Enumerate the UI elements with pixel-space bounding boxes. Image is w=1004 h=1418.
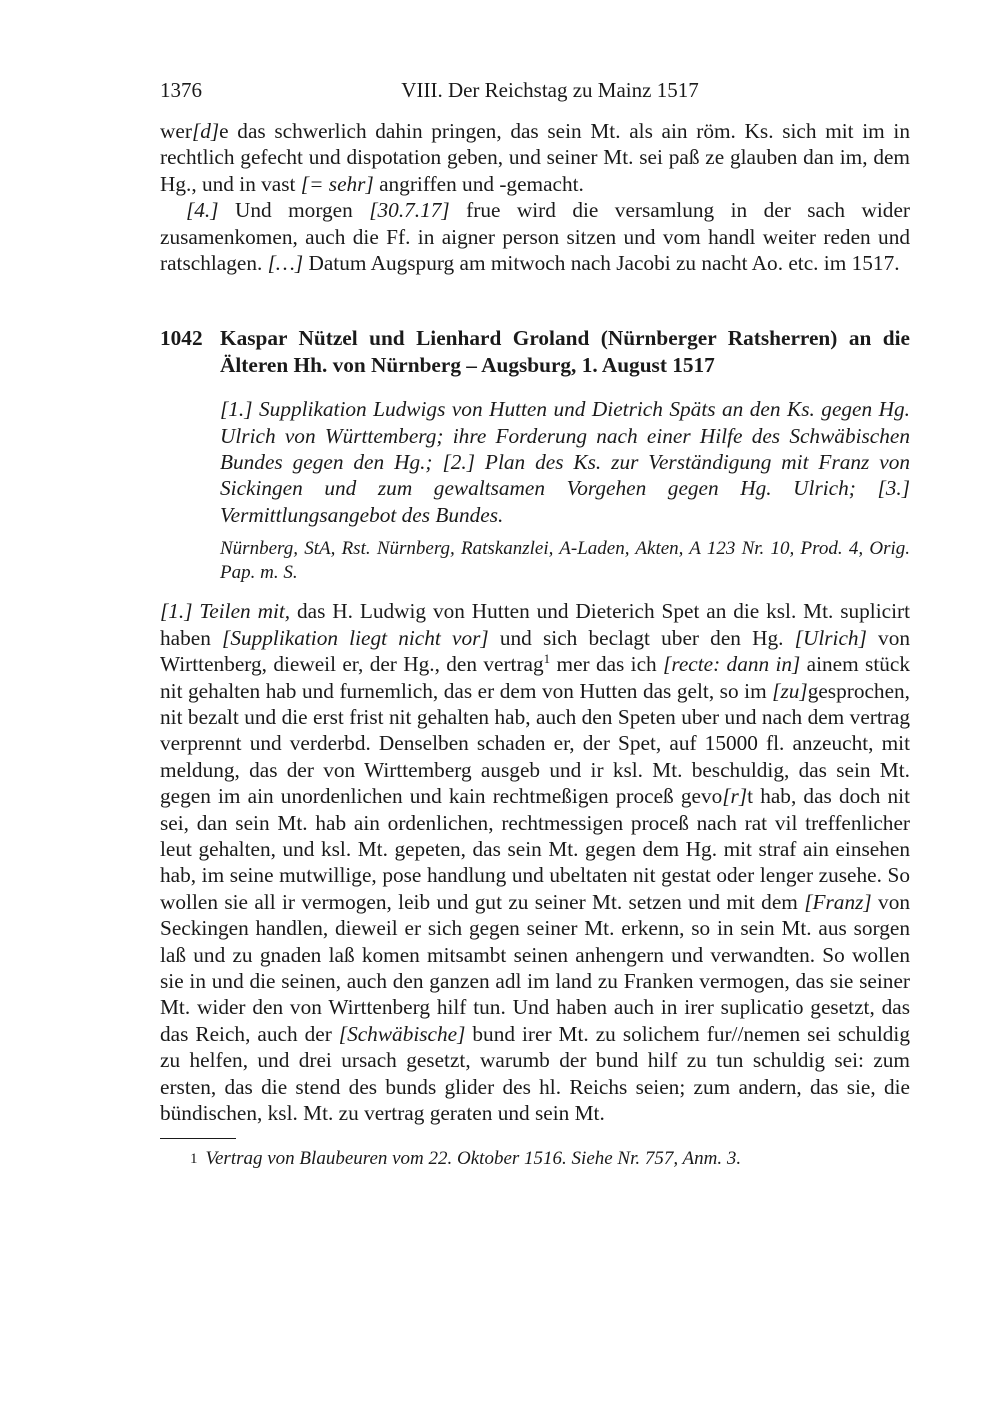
text-span: t hab, das doch nit sei, dan sein Mt. hab ain ordenlichen, rechtmessigen proceß nach rat vil treffenlicher leut gehalten, und ksl. Mt. gepeten, das sein Mt. gegen dem Hg. mit straf ain einsehen hab, im seine mutwillige, pose handlung und ubeltaten nit gestat oder lenger zusehe. So wollen sie all ir vermogen, leib und gut zu seiner Mt. setzen und mit dem [160, 784, 910, 914]
editorial-insert: [d] [191, 119, 220, 143]
editorial-insert: [Schwäbische] [338, 1021, 466, 1046]
footnote-reference[interactable]: 1 [543, 651, 551, 666]
text-span: von Wirttenberg, dieweil er, der Hg., den vertrag [160, 625, 910, 677]
document-title: Kaspar Nützel und Lienhard Groland (Nürnberger Ratsherren) an die Älteren Hh. von Nürnberg – Augsburg, 1. August 1517 [220, 326, 910, 377]
footnote-divider [160, 1138, 236, 1139]
text-span: gesprochen, nit bezalt und die erst frist nit gehalten hab, auch den Speten uber und nach dem vertrag verprennt und verderbd. Denselben schaden er, der Spet, auf 15000 fl. anzeucht, mit meldung, das der von Wirttemberg ausgeb und ir ksl. Mt. beschuldig, das sein Mt. gegen im ain unordenlichen und kain rechtmeßigen proceß gevo [160, 678, 910, 809]
editorial-insert: [r] [722, 784, 748, 809]
editorial-insert: [Franz] [804, 889, 872, 914]
text-span: e das schwerlich dahin pringen, das sein Mt. als ain röm. Ks. sich mit im in rechtlich gefecht und dispotation geben, und seiner Mt. sei paß ze glauben dan im, dem Hg., und in vast [160, 119, 910, 196]
editorial-insert: [zu] [772, 678, 808, 703]
footnote-text: Vertrag von Blaubeuren vom 22. Oktober 1516. Siehe Nr. 757, Anm. 3. [205, 1148, 742, 1170]
editorial-insert: [Ulrich] [794, 625, 867, 650]
page-header [160, 78, 910, 108]
section-marker: [4.] [186, 198, 219, 223]
section-marker: [1.] Teilen mit, [160, 599, 291, 624]
editorial-insert: [Supplikation liegt nicht vor] [222, 625, 489, 650]
text-span: bund irer Mt. zu solichem fur//nemen sei schuldig zu helfen, und drei ursach gesetzt, warumb der bund hilf zu tun schuldig sei: zum ersten, das die stend des bunds glider des hl. Reichs seien; zum andern, das sie, die bündischen, ksl. Mt. zu vertrag geraten und sein Mt. [160, 1021, 910, 1125]
text-span: angriffen und -gemacht. [373, 171, 584, 196]
text-span: wer [160, 119, 192, 143]
page [160, 78, 910, 1171]
footnote-number: 1 [190, 1151, 198, 1168]
editorial-insert: [recte: dann in] [663, 652, 801, 677]
document-body [160, 598, 910, 1126]
text-span: frue wird die versamlung in der sach wider zusamenkomen, auch die Ff. in aigner person sitzen und vom handl weiter reden und ratschlagen. [160, 198, 910, 276]
document-regest: [1.] Supplikation Ludwigs von Hutten und Dietrich Späts an den Ks. gegen Hg. Ulrich von Württemberg; ihre Forderung nach einer Hilfe des Schwäbischen Bundes gegen den Hg.; [2.] Plan des Ks. zur Verständigung mit Franz von Sickingen und zum gewaltsamen Vorgehen gegen Hg. Ulrich; [3.] Vermittlungsangebot des Bundes. [220, 397, 910, 527]
editorial-insert: [= sehr] [300, 171, 374, 196]
running-title: VIII. Der Reichstag zu Mainz 1517 [401, 78, 699, 102]
document-heading [160, 325, 910, 378]
text-span: und sich beclagt uber den Hg. [488, 625, 795, 650]
text-span: Datum Augspurg am mitwoch nach Jacobi zu nacht Ao. etc. im 1517. [303, 251, 900, 276]
text-span: das H. Ludwig von Hutten und Dieterich Spet an die ksl. Mt. suplicirt haben [160, 599, 910, 650]
paragraph-4 [160, 197, 910, 276]
footnote [160, 1147, 910, 1171]
editorial-insert: [30.7.17] [369, 198, 450, 223]
source-reference: Nürnberg, StA, Rst. Nürnberg, Ratskanzlei, A-Laden, Akten, A 123 Nr. 10, Prod. 4, Orig. Pap. m. S. [220, 538, 910, 583]
editorial-insert: […] [267, 251, 304, 276]
text-span: Und morgen [218, 198, 370, 223]
document-number: 1042 [160, 326, 203, 351]
text-span: mer das ich [550, 652, 664, 677]
page-number: 1376 [160, 78, 202, 102]
text-span: ainem stück nit gehalten hab und furnemlich, das er dem von Hutten das gelt, so im [160, 652, 911, 703]
text-span: von Seckingen handlen, dieweil er sich gegen seiner Mt. erkenn, so in sein Mt. aus sorgen laß und zu gnaden laß komen mitsambt seinen anhengern und verwandten. So wollen sie in und die seinen, auch den ganzen adl im land zu Franken vermogen, das sie seiner Mt. wider den von Wirttenberg hilf tun. Und haben auch in irer suplicatio gesetzt, das das Reich, auch der [160, 889, 910, 1046]
carryover-paragraph [160, 118, 910, 197]
